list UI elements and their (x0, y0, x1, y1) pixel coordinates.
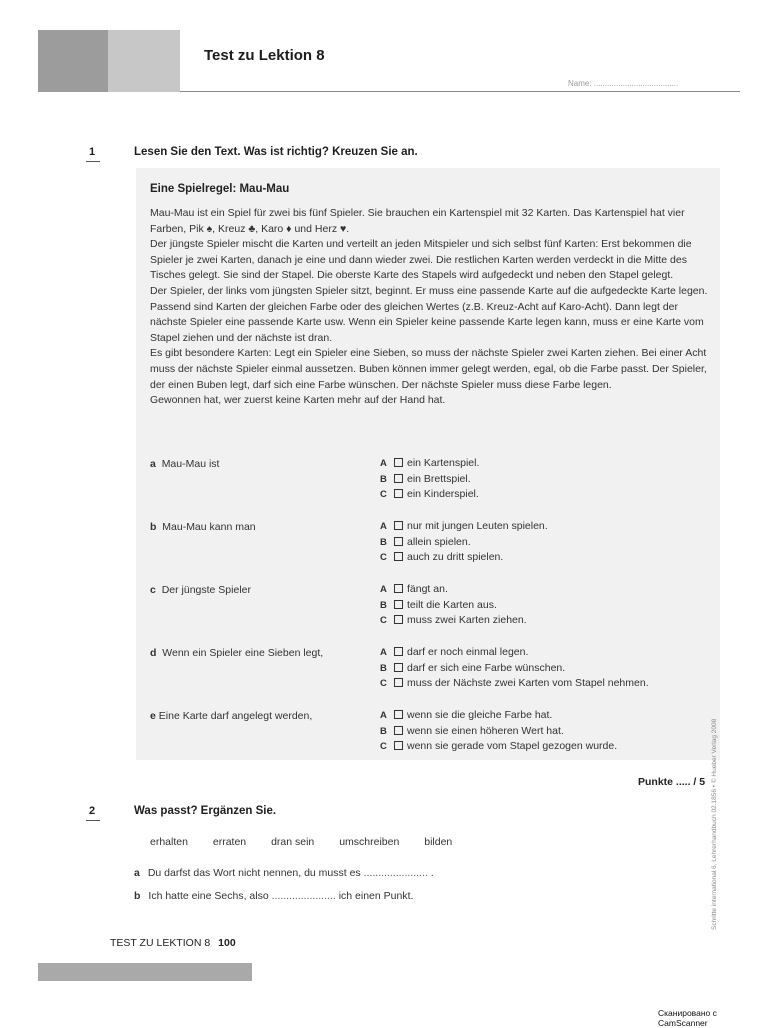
answer-checkbox[interactable] (394, 521, 403, 530)
question-b (150, 521, 256, 533)
option-text: wenn sie gerade vom Stapel gezogen wurde. (407, 740, 618, 753)
question-letter: c (150, 584, 156, 596)
sentence-b (134, 890, 413, 902)
option-letter: C (380, 489, 387, 501)
answer-checkbox[interactable] (394, 537, 403, 546)
option-row (380, 724, 617, 740)
word-bank-item: bilden (424, 836, 453, 848)
word-bank-item: erhalten (150, 836, 188, 848)
option-text: muss der Nächste zwei Karten vom Stapel nehmen. (407, 677, 649, 690)
footer-label: TEST ZU LEKTION 8 (110, 937, 211, 949)
paragraph: Es gibt besondere Karten: Legt ein Spieler eine Sieben, so muss der nächste Spieler zwei Karten ziehen. Bei einer Acht muss der nächste Spieler einmal aussetzen. Buben können immer gelegt werden, egal, ob die Farbe passt. Der Spieler, der einen Buben legt, darf sich eine Farbe wünschen. Der nächste Spieler muss diese Farbe legen. (150, 347, 707, 391)
exercise-1-number: 1 (89, 146, 96, 158)
header-rule (180, 91, 740, 92)
option-text: wenn sie die gleiche Farbe hat. (407, 709, 553, 721)
answer-checkbox[interactable] (394, 647, 403, 656)
answer-blank[interactable]: ...................... (363, 867, 428, 879)
option-letter: A (380, 710, 387, 721)
answer-checkbox[interactable] (394, 552, 403, 561)
word-bank-item: dran sein (271, 836, 315, 848)
question-letter: a (150, 458, 156, 470)
answer-checkbox[interactable] (394, 474, 403, 483)
option-row (380, 519, 548, 535)
question-a (150, 458, 219, 470)
question-d-options (380, 645, 649, 692)
option-text: auch zu dritt spielen. (407, 551, 504, 564)
option-text: fängt an. (407, 583, 448, 595)
answer-checkbox[interactable] (394, 678, 403, 687)
question-letter: e (150, 710, 156, 722)
option-row (380, 582, 527, 598)
option-row (380, 487, 479, 503)
paragraph: Gewonnen hat, wer zuerst keine Karten mehr auf der Hand hat. (150, 394, 446, 407)
answer-blank[interactable]: ...................... (271, 890, 336, 902)
option-letter: C (380, 552, 387, 564)
name-field: Name: ...................................... (568, 79, 679, 88)
option-letter: C (380, 615, 387, 627)
sentence-text: Ich hatte eine Sechs, also (148, 890, 269, 902)
question-d (150, 647, 323, 659)
option-text: teilt die Karten aus. (407, 598, 497, 611)
sentence-letter: a (134, 867, 140, 879)
scanner-watermark: Сканировано с CamScanner (658, 1008, 717, 1028)
option-row (380, 550, 548, 566)
option-text: darf er sich eine Farbe wünschen. (407, 661, 566, 674)
option-letter: B (380, 662, 387, 674)
answer-checkbox[interactable] (394, 584, 403, 593)
question-stem: Eine Karte darf angelegt werden, (158, 710, 313, 722)
option-row (380, 661, 649, 677)
option-row (380, 645, 649, 661)
sentence-letter: b (134, 890, 141, 902)
question-c-options (380, 582, 527, 629)
option-letter: B (380, 473, 387, 485)
option-letter: A (380, 521, 387, 532)
word-bank (150, 836, 474, 848)
sentence-end: ich einen Punkt. (338, 890, 414, 902)
paragraph: Der Spieler, der links vom jüngsten Spieler sitzt, beginnt. Er muss eine passende Karte auf die aufgedeckte Karte legen. Passend sind Karten der gleichen Farbe oder des gleichen Wertes (z.B. Kreuz-Acht auf Karo-Acht). Dann legt der nächste Spieler eine passende Karte usw. Wenn ein Spieler keine passende Karte legen kann, muss er eine Karte vom Stapel ziehen und der nächste ist dran. (150, 284, 708, 344)
option-row (380, 535, 548, 551)
answer-checkbox[interactable] (394, 458, 403, 467)
answer-checkbox[interactable] (394, 726, 403, 735)
option-text: wenn sie einen höheren Wert hat. (407, 724, 564, 737)
option-letter: B (380, 599, 387, 611)
exercise-2-instruction: Was passt? Ergänzen Sie. (134, 805, 277, 817)
paragraph: Der jüngste Spieler mischt die Karten und verteilt an jeden Mitspieler und sich selbst fünf Karten: Erst bekommen die Spieler je zwei Karten, danach je eine und dann wieder zwei. Die restlichen Karten werden verdeckt in die Mitte des Tisches gelegt. Sie sind der Stapel. Die oberste Karte des Stapels wird aufgedeckt und neben den Stapel gelegt. (150, 238, 692, 282)
option-text: nur mit jungen Leuten spielen. (407, 520, 548, 532)
page-title: Test zu Lektion 8 (204, 47, 325, 64)
question-letter: b (150, 521, 157, 533)
option-row (380, 472, 479, 488)
exercise-1-points: Punkte ..... / 5 (638, 776, 706, 788)
option-letter: C (380, 678, 387, 690)
option-text: darf er noch einmal legen. (407, 646, 529, 658)
exercise-2-number: 2 (89, 805, 96, 817)
question-stem: Mau-Mau ist (161, 458, 220, 470)
exercise-2-underline (86, 820, 100, 821)
answer-checkbox[interactable] (394, 710, 403, 719)
word-bank-item: umschreiben (339, 836, 400, 848)
footer-bar (38, 963, 252, 981)
exercise-1-underline (86, 161, 100, 162)
option-text: ein Kartenspiel. (407, 457, 480, 469)
word-bank-item: erraten (212, 836, 247, 848)
exercise-1-instruction: Lesen Sie den Text. Was ist richtig? Kreuzen Sie an. (134, 146, 418, 158)
reading-text-title: Eine Spielregel: Mau-Mau (150, 183, 290, 195)
option-text: muss zwei Karten ziehen. (407, 614, 527, 627)
option-row (380, 739, 617, 755)
page-footer (110, 937, 236, 949)
paragraph: Mau-Mau ist ein Spiel für zwei bis fünf Spieler. Sie brauchen ein Kartenspiel mit 32 Karten. Das Kartenspiel hat vier Farben, Pik ♠, Kreuz ♣, Karo ♦ und Herz ♥. (150, 207, 685, 235)
option-letter: C (380, 741, 387, 753)
answer-checkbox[interactable] (394, 489, 403, 498)
question-c (150, 584, 251, 596)
question-letter: d (150, 647, 157, 659)
answer-checkbox[interactable] (394, 615, 403, 624)
question-a-options (380, 456, 479, 503)
header-light-block (108, 30, 180, 92)
question-stem: Der jüngste Spieler (161, 584, 251, 596)
option-letter: B (380, 725, 387, 737)
question-e-options (380, 708, 617, 755)
option-text: ein Kinderspiel. (407, 488, 479, 501)
question-stem: Mau-Mau kann man (162, 521, 256, 533)
option-letter: B (380, 536, 387, 548)
option-letter: A (380, 458, 387, 469)
option-row (380, 708, 617, 724)
answer-checkbox[interactable] (394, 600, 403, 609)
answer-checkbox[interactable] (394, 663, 403, 672)
publisher-credit: Schritte international 6, Lehrerhandbuch 02.1856 • © Hueber Verlag 2008 (711, 718, 718, 930)
option-row (380, 676, 649, 692)
option-row (380, 456, 479, 472)
page-number: 100 (218, 937, 236, 949)
reading-text (150, 206, 710, 409)
sentence-a (134, 867, 434, 879)
option-text: ein Brettspiel. (407, 472, 471, 485)
option-letter: A (380, 584, 387, 595)
option-text: allein spielen. (407, 535, 471, 548)
option-letter: A (380, 647, 387, 658)
option-row (380, 613, 527, 629)
option-row (380, 598, 527, 614)
question-stem: Wenn ein Spieler eine Sieben legt, (162, 647, 324, 659)
sentence-text: Du darfst das Wort nicht nennen, du musst es (147, 867, 361, 879)
header-dark-block (38, 30, 108, 92)
question-e (150, 710, 312, 722)
sentence-end: . (430, 867, 434, 879)
question-b-options (380, 519, 548, 566)
answer-checkbox[interactable] (394, 741, 403, 750)
